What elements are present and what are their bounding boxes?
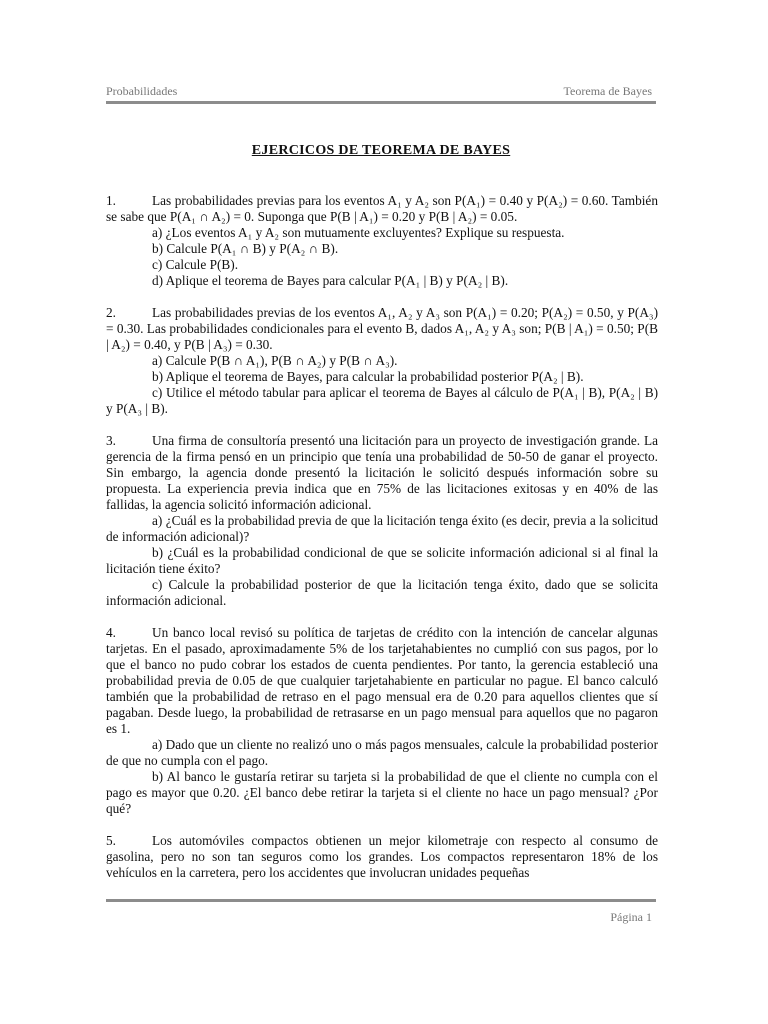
exercise-intro: Un banco local revisó su política de tarjetas de crédito con la intención de cancelar algunas tarjetas. En el pasado, aproximadamente 5% de los tarjetahabientes no cumplió con sus pagos, por lo que el banco no pudo cobrar los estados de cuenta pendientes. Por tanto, la gerencia estableció una probabilidad previa de 0.05 de que cualquier tarjetahabiente en particular no pague. El banco calculó también que la probabilidad de retraso en el pago mensual era de 0.20 para aquellos clientes que sí pagaban. Desde luego, la probabilidad de retrasarse en un pago mensual para aquellos que no pagaron es 1. [106,625,658,736]
exercise-item: b) ¿Cuál es la probabilidad condicional de que se solicite información adicional si al final la licitación tiene éxito? [106,545,658,576]
exercise-number: 2. [106,305,116,320]
exercise-item: a) Dado que un cliente no realizó uno o más pagos mensuales, calcule la probabilidad posterior de que no cumpla con el pago. [106,737,658,768]
exercise-intro: Las probabilidades previas de los eventos A₁, A₂ y A₃ son P(A₁) = 0.20; P(A₂) = 0.50, y P(A₃) = 0.30. Las probabilidades condicionales para el evento B, dados A₁, A₂ y A₃ son; P(B | A₁) = 0.50; P(B | A₂) = 0.40, y P(B | A₃) = 0.30. [106,305,658,352]
page-number: Página 1 [610,910,652,924]
header-right: Teorema de Bayes [563,84,652,98]
exercise-item: c) Calcule P(B). [152,257,239,272]
exercise-number: 4. [106,625,116,640]
page-header [106,84,652,100]
exercise-item: c) Calcule la probabilidad posterior de que la licitación tenga éxito, dado que se solicita información adicional. [106,577,658,608]
exercise-intro: Una firma de consultoría presentó una licitación para un proyecto de investigación grande. La gerencia de la firma pensó en un principio que tenía una probabilidad de 50-50 de ganar el proyecto. Sin embargo, la agencia donde presentó la licitación le solicitó después información sobre su propuesta. La experiencia previa indica que en 75% de las licitaciones exitosas y en 40% de las fallidas, la agencia solicitó información adicional. [106,433,658,512]
exercise-1 [106,193,658,289]
exercise-item: a) ¿Cuál es la probabilidad previa de que la licitación tenga éxito (es decir, previa a la solicitud de información adicional)? [106,513,658,544]
exercise-item: a) Calcule P(B ∩ A₁), P(B ∩ A₂) y P(B ∩ A₃). [152,353,398,368]
document-title: EJERCICOS DE TEOREMA DE BAYES [251,143,511,158]
exercise-item: a) ¿Los eventos A₁ y A₂ son mutuamente excluyentes? Explique su respuesta. [152,225,565,240]
exercise-number: 5. [106,833,116,848]
document-body [106,193,658,881]
exercise-4 [106,625,658,817]
exercise-number: 3. [106,433,116,448]
footer-rule [106,899,656,902]
exercise-2 [106,305,658,417]
exercise-item: c) Utilice el método tabular para aplicar el teorema de Bayes al cálculo de P(A₁ | B), P(A₂ | B) y P(A₃ | B). [106,385,658,416]
exercise-number: 1. [106,193,116,208]
exercise-intro: Los automóviles compactos obtienen un mejor kilometraje con respecto al consumo de gasolina, pero no son tan seguros como los grandes. Los compactos representaron 18% de los vehículos en la carretera, pero los accidentes que involucran unidades pequeñas [106,833,658,880]
exercise-item: b) Aplique el teorema de Bayes, para calcular la probabilidad posterior P(A₂ | B). [152,369,584,384]
exercise-item: b) Calcule P(A₁ ∩ B) y P(A₂ ∩ B). [152,241,339,256]
header-left: Probabilidades [106,84,178,98]
header-rule [106,101,656,104]
exercise-3 [106,433,658,609]
exercise-item: d) Aplique el teorema de Bayes para calcular P(A₁ | B) y P(A₂ | B). [152,273,509,288]
exercise-item: b) Al banco le gustaría retirar su tarjeta si la probabilidad de que el cliente no cumpla con el pago es mayor que 0.20. ¿El banco debe retirar la tarjeta si el cliente no hace un pago mensual? ¿Por qué? [106,769,658,816]
exercise-5 [106,833,658,881]
exercise-intro: Las probabilidades previas para los eventos A₁ y A₂ son P(A₁) = 0.40 y P(A₂) = 0.60. También se sabe que P(A₁ ∩ A₂) = 0. Suponga que P(B | A₁) = 0.20 y P(B | A₂) = 0.05. [106,193,658,224]
